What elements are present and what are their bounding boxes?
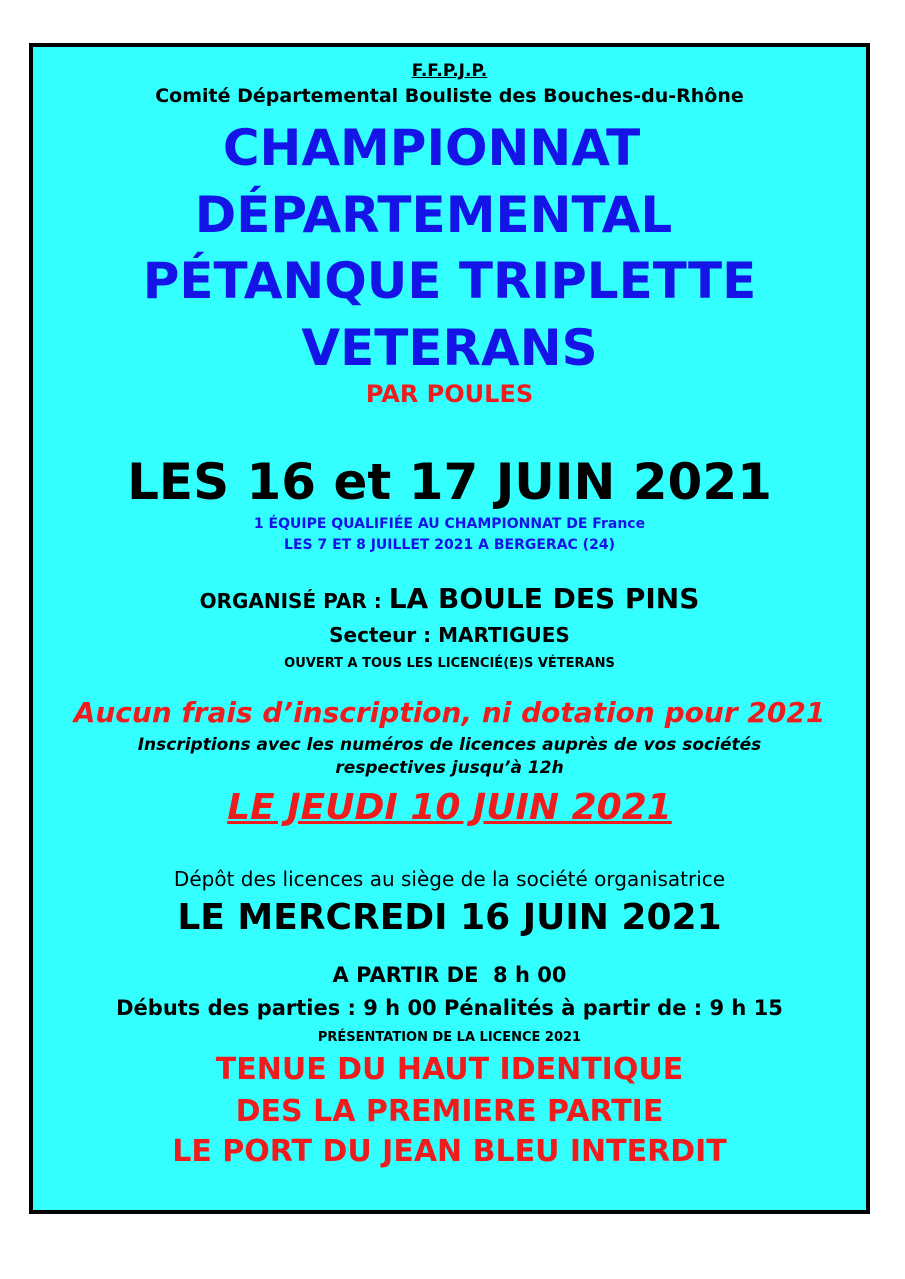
qualification-line-2: LES 7 ET 8 JUILLET 2021 A BERGERAC (24): [284, 537, 615, 553]
format-label: PAR POULES: [365, 380, 534, 408]
title-line-4: VETERANS: [301, 319, 598, 377]
committee-name: Comité Départemental Bouliste des Bouches-du-Rhône: [155, 85, 744, 107]
registration-fees: Aucun frais d’inscription, ni dotation pour 2021: [73, 696, 826, 729]
dress-code-line-1: TENUE DU HAUT IDENTIQUE: [215, 1052, 684, 1087]
federation-name: F.F.P.J.P.: [411, 61, 488, 81]
event-dates: LES 16 et 17 JUIN 2021: [127, 453, 772, 511]
organizer-sector: Secteur : MARTIGUES: [329, 623, 570, 647]
title-line-1: CHAMPIONNAT: [222, 119, 641, 177]
licence-required: PRÉSENTATION DE LA LICENCE 2021: [317, 1030, 582, 1045]
title-line-3: PÉTANQUE TRIPLETTE: [142, 252, 757, 310]
title-line-2: DÉPARTEMENTAL: [194, 186, 673, 244]
qualification-line-1: 1 ÉQUIPE QUALIFIÉE AU CHAMPIONNAT DE France: [253, 516, 646, 532]
from-time: A PARTIR DE 8 h 00: [332, 963, 567, 987]
licence-deposit: Dépôt des licences au siège de la société organisatrice: [173, 867, 726, 891]
registration-instructions-2: respectives jusqu’à 12h: [335, 758, 564, 778]
licence-deposit-date: LE MERCREDI 16 JUIN 2021: [177, 897, 722, 938]
organizer-label: ORGANISÉ PAR :: [199, 589, 389, 613]
start-times: Débuts des parties : 9 h 00 Pénalités à partir de : 9 h 15: [116, 996, 783, 1020]
registration-deadline: LE JEUDI 10 JUIN 2021: [227, 787, 672, 828]
dress-code-line-2: DES LA PREMIERE PARTIE: [235, 1094, 664, 1129]
poster: [29, 43, 870, 1214]
registration-instructions-1: Inscriptions avec les numéros de licences auprès de vos sociétés: [137, 735, 762, 755]
open-to: OUVERT A TOUS LES LICENCIÉ(E)S VÉTERANS: [284, 656, 615, 671]
organizer-club: LA BOULE DES PINS: [388, 582, 700, 615]
organizer-line: [33, 582, 866, 615]
dress-code-line-3: LE PORT DU JEAN BLEU INTERDIT: [172, 1134, 727, 1169]
